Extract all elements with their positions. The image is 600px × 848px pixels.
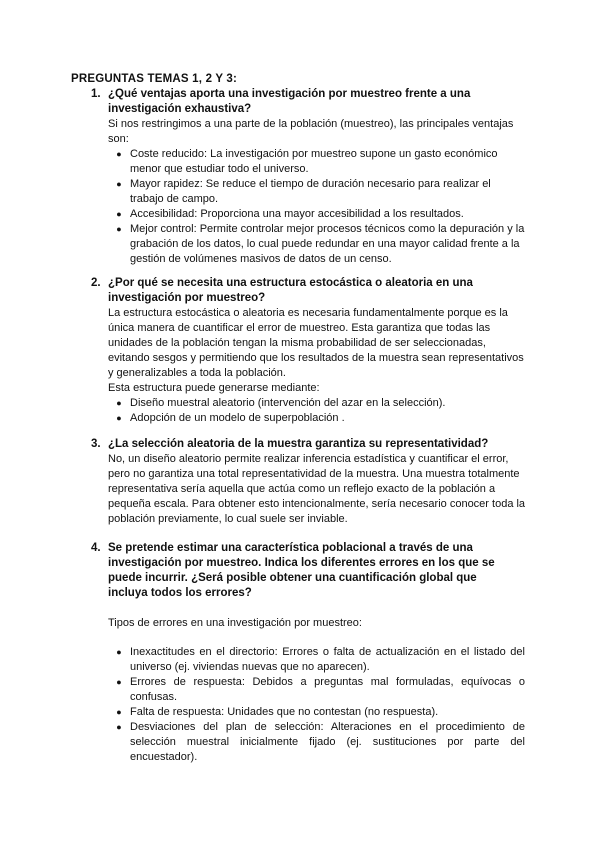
question-number: 1. bbox=[91, 88, 101, 100]
list-item-text: Adopción de un modelo de superpoblación . bbox=[130, 412, 345, 424]
bullet-icon: ● bbox=[116, 707, 122, 717]
bullet-icon: ● bbox=[116, 149, 122, 159]
question-title: ¿Por qué se necesita una estructura estocástica o aleatoria en una investigación por muestreo? bbox=[108, 277, 473, 304]
list-item bbox=[108, 396, 526, 411]
question-4-header bbox=[91, 541, 531, 601]
question-body: La estructura estocástica o aleatoria es necesaria fundamentalmente porque es la única manera de cuantificar el error de muestreo. Esta garantiza que todas las unidades de la población tengan la misma probabilidad de ser seleccionadas, evitando sesgos y permitiendo que los resultados de la muestra sean representativos y generalizables a toda la población. bbox=[108, 307, 524, 379]
list-item bbox=[108, 222, 526, 267]
list-item-text: Desviaciones del plan de selección: Alteraciones en el procedimiento de selección muestral inicialmente fijado (ej. sustituciones por parte del encuestador). bbox=[130, 721, 525, 763]
list-item bbox=[108, 207, 526, 222]
list-item bbox=[108, 675, 526, 705]
question-number: 4. bbox=[91, 542, 101, 554]
bullet-icon: ● bbox=[116, 398, 122, 408]
bullet-list bbox=[108, 645, 526, 765]
list-item-text: Falta de respuesta: Unidades que no contestan (no respuesta). bbox=[130, 706, 439, 718]
bullet-icon: ● bbox=[116, 224, 122, 234]
list-item-text: Diseño muestral aleatorio (intervención del azar en la selección). bbox=[130, 397, 446, 409]
question-title: Se pretende estimar una característica poblacional a través de una investigación por muestreo. Indica los diferentes errores en los que se puede incurrir. ¿Será posible obtener una cuantificación global que incluya todos los errores? bbox=[108, 542, 495, 599]
list-item bbox=[108, 720, 526, 765]
question-title: ¿Qué ventajas aporta una investigación por muestreo frente a una investigación exhaustiva? bbox=[108, 88, 471, 115]
bullet-icon: ● bbox=[116, 677, 122, 687]
question-1 bbox=[91, 87, 531, 267]
list-item bbox=[108, 705, 526, 720]
list-item-text: Mejor control: Permite controlar mejor procesos técnicos como la depuración y la grabación de los datos, lo cual puede redundar en una mayor calidad frente a la gestión de volúmenes masivos de datos de un censo. bbox=[130, 223, 525, 265]
bullet-icon: ● bbox=[116, 209, 122, 219]
bullet-icon: ● bbox=[116, 722, 122, 732]
bullet-list bbox=[108, 147, 526, 267]
list-item-text: Inexactitudes en el directorio: Errores o falta de actualización en el listado del universo (ej. viviendas nuevas que no aparecen). bbox=[130, 646, 525, 673]
list-item-text: Mayor rapidez: Se reduce el tiempo de duración necesario para realizar el trabajo de campo. bbox=[130, 178, 491, 205]
bullet-icon: ● bbox=[116, 647, 122, 657]
question-number: 3. bbox=[91, 438, 101, 450]
document-title: PREGUNTAS TEMAS 1, 2 Y 3: bbox=[71, 73, 238, 85]
question-2-header bbox=[91, 276, 531, 306]
question-2 bbox=[91, 276, 531, 426]
list-item bbox=[108, 411, 526, 426]
question-intro: Esta estructura puede generarse mediante: bbox=[108, 382, 320, 394]
question-body: No, un diseño aleatorio permite realizar inferencia estadística y cuantificar el error, pero no garantiza una total representatividad de la muestra. Una muestra totalmente representativa sería aquella que actúa como un reflejo exacto de la población a pequeña escala. Para obtener esto intencionalmente, sería necesario conocer toda la población previamente, lo cual suele ser inviable. bbox=[108, 453, 526, 525]
list-item-text: Coste reducido: La investigación por muestreo supone un gasto económico menor que estudiar todo el universo. bbox=[130, 148, 498, 175]
question-3 bbox=[91, 437, 531, 527]
list-item-text: Errores de respuesta: Debidos a preguntas mal formuladas, equívocas o confusas. bbox=[130, 676, 525, 703]
bullet-icon: ● bbox=[116, 413, 122, 423]
question-intro: Si nos restringimos a una parte de la población (muestreo), las principales ventajas son: bbox=[108, 118, 514, 145]
list-item bbox=[108, 147, 526, 177]
list-item bbox=[108, 645, 526, 675]
list-item bbox=[108, 177, 526, 207]
question-number: 2. bbox=[91, 277, 101, 289]
list-item-text: Accesibilidad: Proporciona una mayor accesibilidad a los resultados. bbox=[130, 208, 464, 220]
bullet-icon: ● bbox=[116, 179, 122, 189]
question-4 bbox=[91, 541, 531, 765]
question-1-header bbox=[91, 87, 531, 117]
question-title: ¿La selección aleatoria de la muestra garantiza su representatividad? bbox=[108, 438, 489, 450]
question-intro: Tipos de errores en una investigación por muestreo: bbox=[108, 617, 362, 629]
question-3-header bbox=[91, 437, 531, 452]
bullet-list bbox=[108, 396, 526, 426]
